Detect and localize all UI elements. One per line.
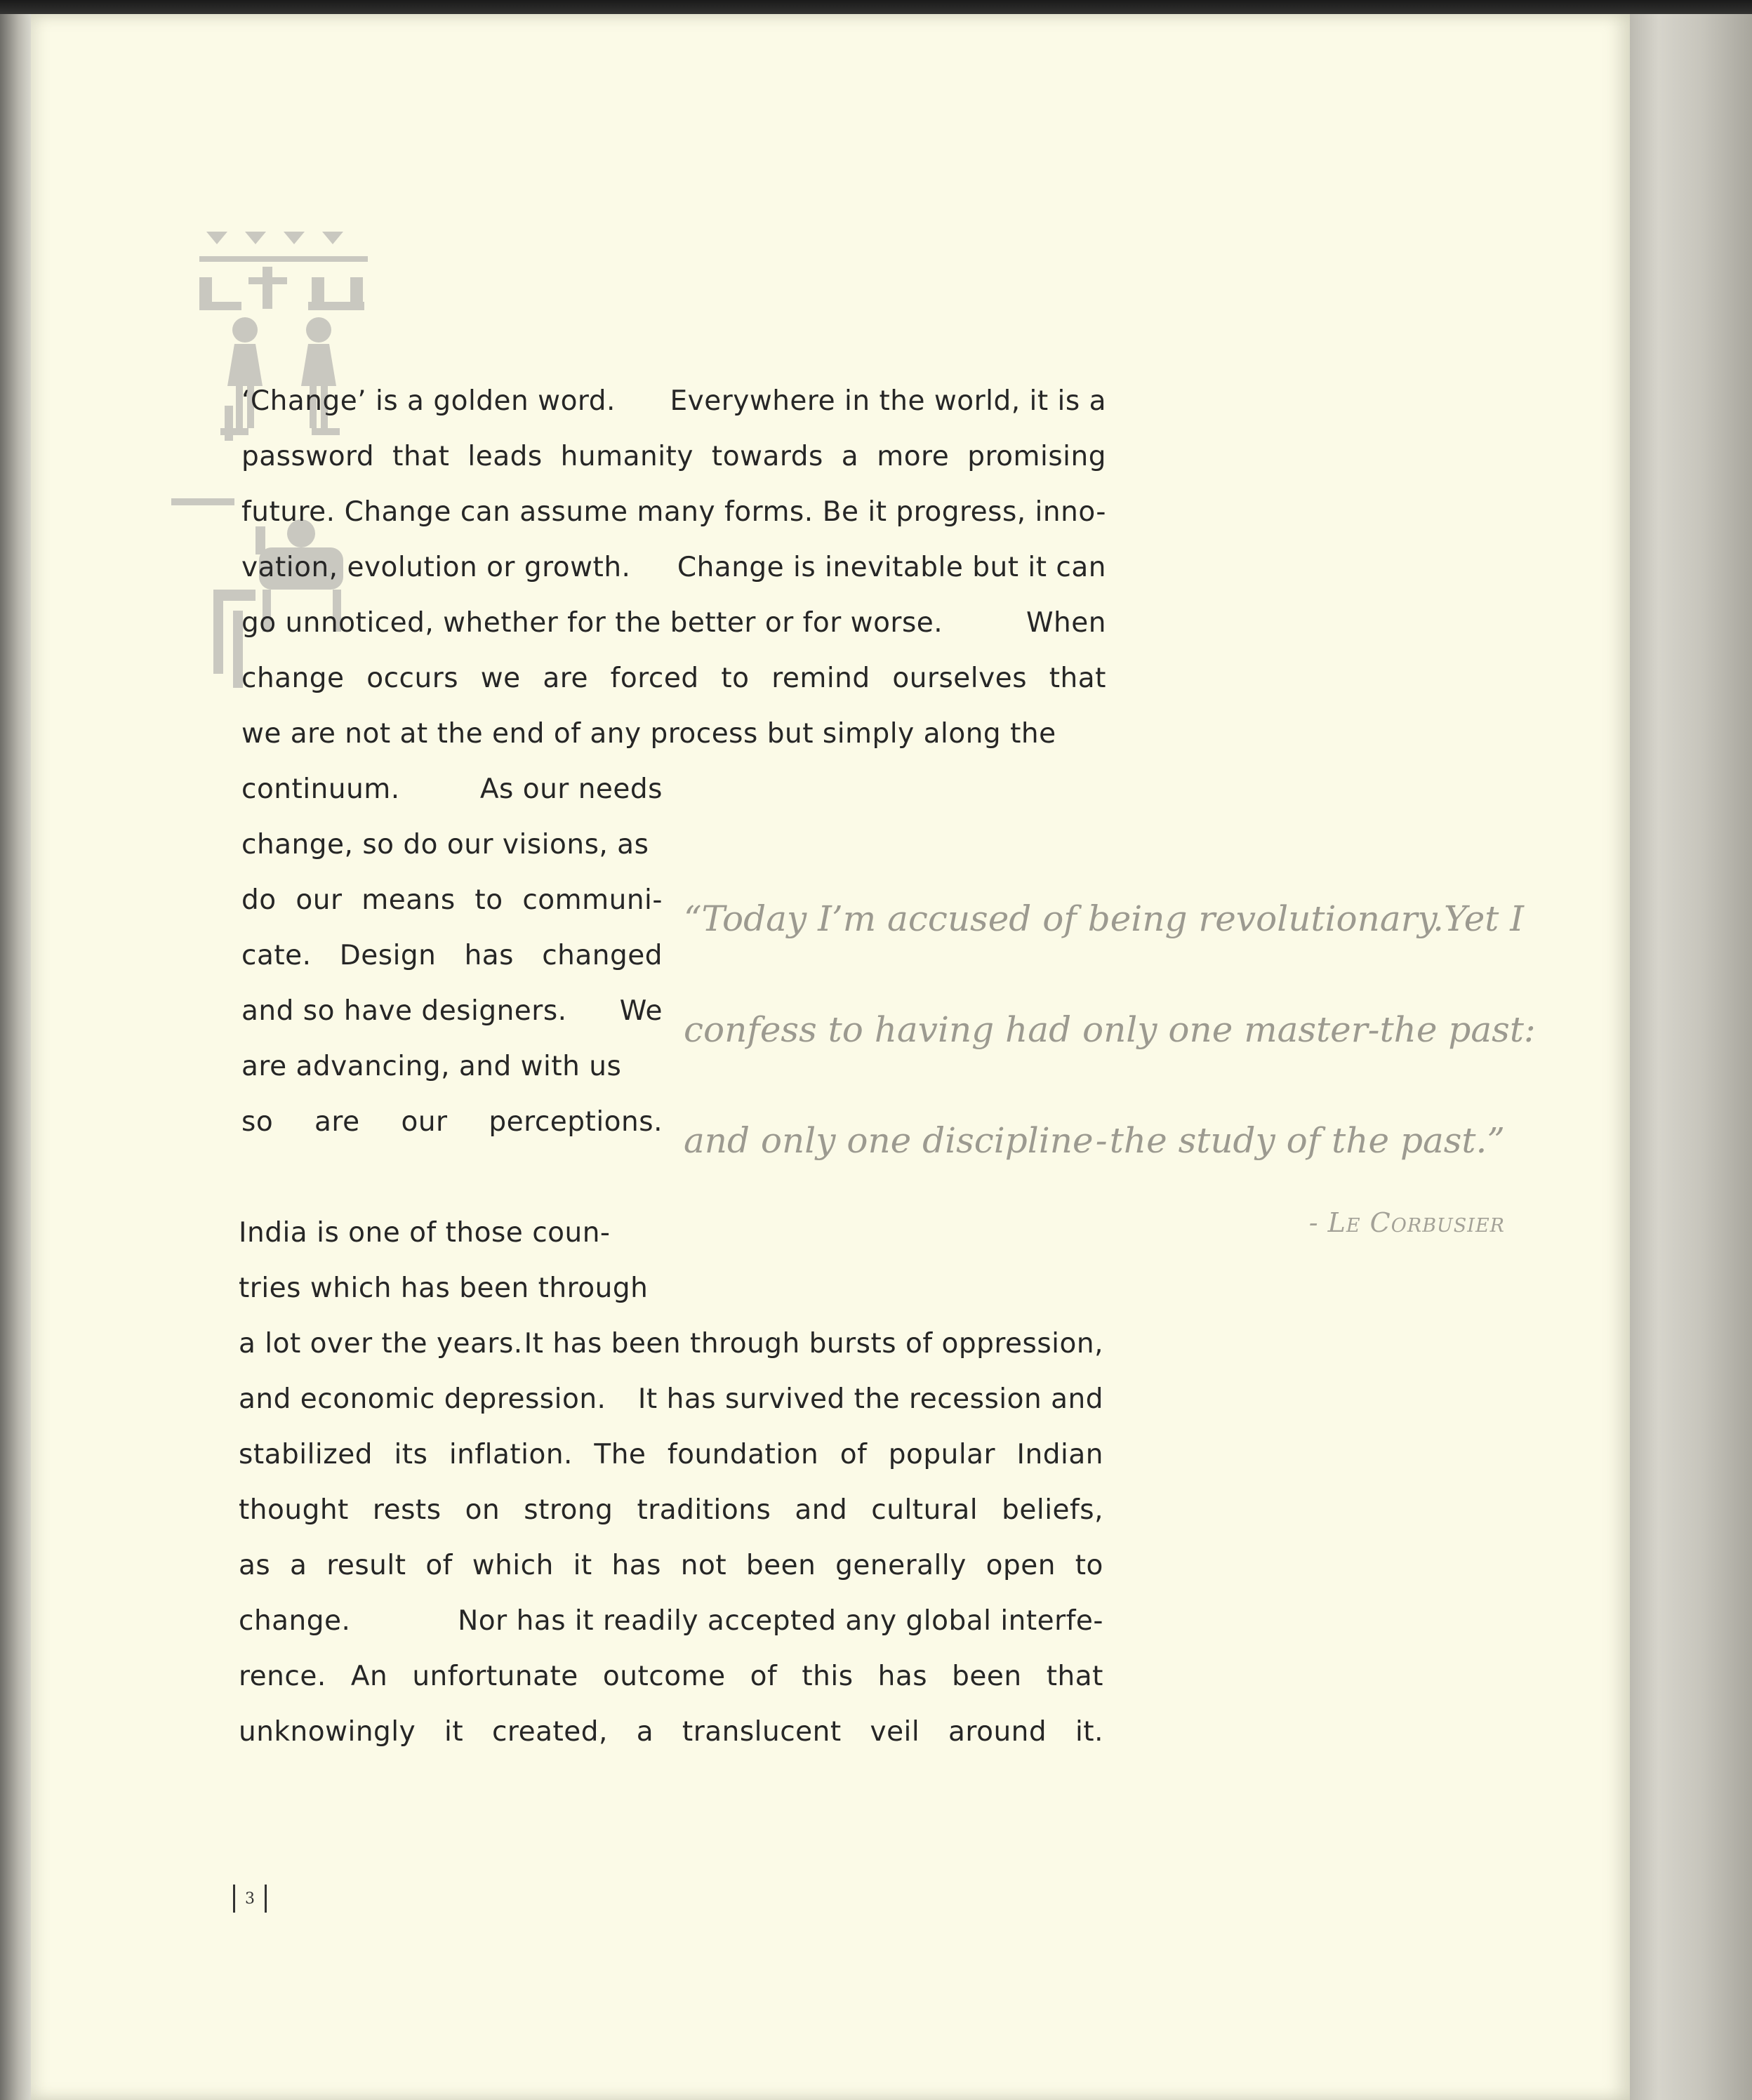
text-line-segment: popular xyxy=(888,1439,996,1470)
text-line-segment: thought xyxy=(239,1494,349,1526)
text-line-segment: changed xyxy=(542,940,663,971)
text-line-segment: change. xyxy=(239,1605,351,1637)
text-line-segment: It has survived the recession and xyxy=(637,1383,1103,1415)
text-line-segment: future. xyxy=(241,496,336,528)
text-line-segment: we xyxy=(480,663,521,694)
text-line-segment: We xyxy=(619,995,663,1027)
text-line-segment: and xyxy=(795,1494,848,1526)
text-line xyxy=(239,1427,1103,1482)
text-line xyxy=(241,429,1106,484)
text-line-segment: rence. xyxy=(239,1661,326,1692)
text-line-segment: Change is inevitable but it can xyxy=(677,552,1106,583)
text-line-segment: to xyxy=(474,884,503,916)
text-line xyxy=(241,817,663,872)
text-line-segment: are xyxy=(314,1106,360,1138)
text-line-segment: are advancing, and with us xyxy=(241,1051,622,1082)
text-line-segment: this xyxy=(802,1661,854,1692)
quote-line-segment: the study of the past.” xyxy=(1109,1120,1505,1161)
text-line-segment: open xyxy=(985,1550,1056,1581)
text-line-segment: been xyxy=(952,1661,1022,1692)
text-line xyxy=(239,1704,1103,1760)
text-line-segment: that xyxy=(1046,1661,1103,1692)
text-line xyxy=(239,1593,1103,1649)
text-line-segment: created, xyxy=(491,1716,608,1748)
text-line xyxy=(241,1039,663,1094)
text-line-segment: outcome xyxy=(602,1661,726,1692)
text-line-segment: its xyxy=(394,1439,428,1470)
attribution-dash: - xyxy=(1308,1207,1328,1238)
text-line-segment: password xyxy=(241,441,375,472)
text-line-segment: has xyxy=(464,940,514,971)
text-line-segment: change xyxy=(241,663,345,694)
text-line xyxy=(241,928,663,983)
text-line-segment: Everywhere in the world, it is a xyxy=(670,385,1106,417)
text-line-segment: we are not at the end of any process but simply along the xyxy=(241,718,1056,750)
text-line-segment: continuum. xyxy=(241,773,400,805)
quote-line-segment: and only one discipline xyxy=(684,1120,1094,1161)
text-line xyxy=(241,872,663,928)
text-line-segment: strong xyxy=(524,1494,613,1526)
text-line-segment: result xyxy=(326,1550,406,1581)
text-line-segment: a xyxy=(636,1716,654,1748)
paragraph-2-narrow xyxy=(239,1205,663,1316)
text-line-segment: of xyxy=(839,1439,868,1470)
text-line-segment: has xyxy=(877,1661,928,1692)
quote-line xyxy=(684,863,1525,974)
facing-page-edge xyxy=(1627,14,1752,2100)
text-line xyxy=(239,1482,1103,1538)
text-line-segment: generally xyxy=(835,1550,967,1581)
text-line-segment: a xyxy=(841,441,859,472)
text-line-segment: and economic depression. xyxy=(239,1383,606,1415)
book-gutter xyxy=(0,14,31,2100)
text-line-segment: Be it progress, inno- xyxy=(822,496,1106,528)
text-line-segment: means xyxy=(361,884,456,916)
quote-line-segment: Yet I xyxy=(1444,898,1525,939)
text-line-segment: rests xyxy=(372,1494,442,1526)
text-line-segment: of xyxy=(750,1661,778,1692)
text-line-segment: When xyxy=(1026,607,1106,639)
text-line-segment: Indian xyxy=(1016,1439,1103,1470)
text-line-segment: which xyxy=(472,1550,554,1581)
text-line xyxy=(241,983,663,1039)
text-line-segment: around xyxy=(948,1716,1047,1748)
text-line-segment: are xyxy=(543,663,588,694)
quote-attribution xyxy=(1266,1207,1505,1238)
text-line-segment: unfortunate xyxy=(412,1661,578,1692)
text-line-segment: translucent xyxy=(682,1716,842,1748)
quote-line-segment: - xyxy=(1095,1120,1108,1161)
text-line-segment: ‘Change’ is a golden word. xyxy=(241,385,616,417)
quote-line-segment: the past: xyxy=(1379,1009,1536,1050)
quote-line-segment: “Today I’m accused of being revolutionary. xyxy=(684,898,1445,939)
text-line-segment: not xyxy=(680,1550,727,1581)
quote-line-segment: - xyxy=(1367,1009,1380,1050)
text-line-segment: Design xyxy=(339,940,437,971)
text-line-segment: leads xyxy=(467,441,543,472)
text-line-segment: to xyxy=(1075,1550,1103,1581)
text-line-segment: ourselves xyxy=(892,663,1028,694)
text-line-segment: as xyxy=(239,1550,271,1581)
text-line xyxy=(241,762,663,817)
text-line-segment: tries which has been through xyxy=(239,1272,649,1304)
text-line-segment: beliefs, xyxy=(1002,1494,1103,1526)
page-number-value: 3 xyxy=(245,1889,255,1908)
text-line-segment: of xyxy=(425,1550,453,1581)
text-line-segment: The xyxy=(594,1439,646,1470)
text-line-segment: towards xyxy=(711,441,823,472)
text-line xyxy=(241,484,1106,540)
text-line-segment: inflation. xyxy=(449,1439,573,1470)
text-line-segment: foundation xyxy=(667,1439,819,1470)
folio-bar-left xyxy=(233,1885,235,1913)
text-line-segment: our xyxy=(296,884,343,916)
text-line-segment: India is one of those coun- xyxy=(239,1217,611,1249)
text-line-segment: so xyxy=(241,1106,274,1138)
text-line-segment: stabilized xyxy=(239,1439,373,1470)
text-line xyxy=(241,651,1106,706)
text-line-segment: it xyxy=(573,1550,592,1581)
text-line-segment: been xyxy=(745,1550,816,1581)
text-line-segment: our xyxy=(401,1106,448,1138)
text-line-segment: has xyxy=(611,1550,661,1581)
text-line-segment: go unnoticed, whether for the better or for worse. xyxy=(241,607,943,639)
text-line-segment: a lot over the years. xyxy=(239,1328,523,1360)
text-line-segment: humanity xyxy=(560,441,694,472)
text-line-segment: a xyxy=(290,1550,307,1581)
book-page xyxy=(31,14,1630,2100)
text-line xyxy=(241,1094,663,1150)
text-line xyxy=(241,373,1106,429)
text-line-segment: on xyxy=(465,1494,500,1526)
text-line-segment: and so have designers. xyxy=(241,995,567,1027)
text-line xyxy=(239,1538,1103,1593)
page-number xyxy=(233,1885,267,1913)
text-line xyxy=(241,540,1106,595)
text-line-segment: cultural xyxy=(871,1494,978,1526)
text-line xyxy=(239,1261,663,1316)
text-line-segment: promising xyxy=(967,441,1106,472)
quote-line-segment: confess to having had only one master xyxy=(684,1009,1368,1050)
text-line xyxy=(239,1649,1103,1704)
folio-bar-right xyxy=(265,1885,267,1913)
text-line-segment: Change can assume many forms. xyxy=(344,496,814,528)
text-line xyxy=(241,706,1106,762)
text-line-segment: it xyxy=(444,1716,464,1748)
text-line-segment: unknowingly xyxy=(239,1716,416,1748)
quote-line xyxy=(684,1085,1505,1196)
text-line-segment: more xyxy=(877,441,950,472)
text-line-segment: perceptions. xyxy=(489,1106,663,1138)
text-line-segment: veil xyxy=(870,1716,920,1748)
text-line xyxy=(239,1371,1103,1427)
text-line-segment: to xyxy=(721,663,750,694)
text-line-segment: communi- xyxy=(522,884,663,916)
text-line-segment: that xyxy=(1049,663,1106,694)
text-line-segment: forced xyxy=(610,663,699,694)
quote-line xyxy=(684,974,1536,1085)
paragraph-2 xyxy=(239,1316,1103,1760)
text-line-segment: it. xyxy=(1075,1716,1103,1748)
text-line-segment: do xyxy=(241,884,277,916)
text-line-segment: vation, evolution or growth. xyxy=(241,552,631,583)
text-line-segment: Nor has it readily accepted any global interfe- xyxy=(458,1605,1103,1637)
text-line-segment: traditions xyxy=(637,1494,771,1526)
pull-quote xyxy=(684,863,1536,1196)
text-line xyxy=(241,595,1106,651)
text-line-segment: As our needs xyxy=(479,773,663,805)
text-line-segment: occurs xyxy=(366,663,459,694)
text-line-segment: An xyxy=(350,1661,388,1692)
text-line-segment: It has been through bursts of oppression, xyxy=(524,1328,1103,1360)
text-line xyxy=(239,1316,1103,1371)
paragraph-1 xyxy=(241,373,1106,762)
text-line-segment: change, so do our visions, as xyxy=(241,829,649,860)
text-line-segment: remind xyxy=(771,663,870,694)
text-line xyxy=(239,1205,663,1261)
paragraph-1-continued xyxy=(241,762,663,1150)
text-line-segment: cate. xyxy=(241,940,312,971)
attribution-name: Le Corbusier xyxy=(1327,1207,1505,1238)
text-line-segment: that xyxy=(392,441,450,472)
